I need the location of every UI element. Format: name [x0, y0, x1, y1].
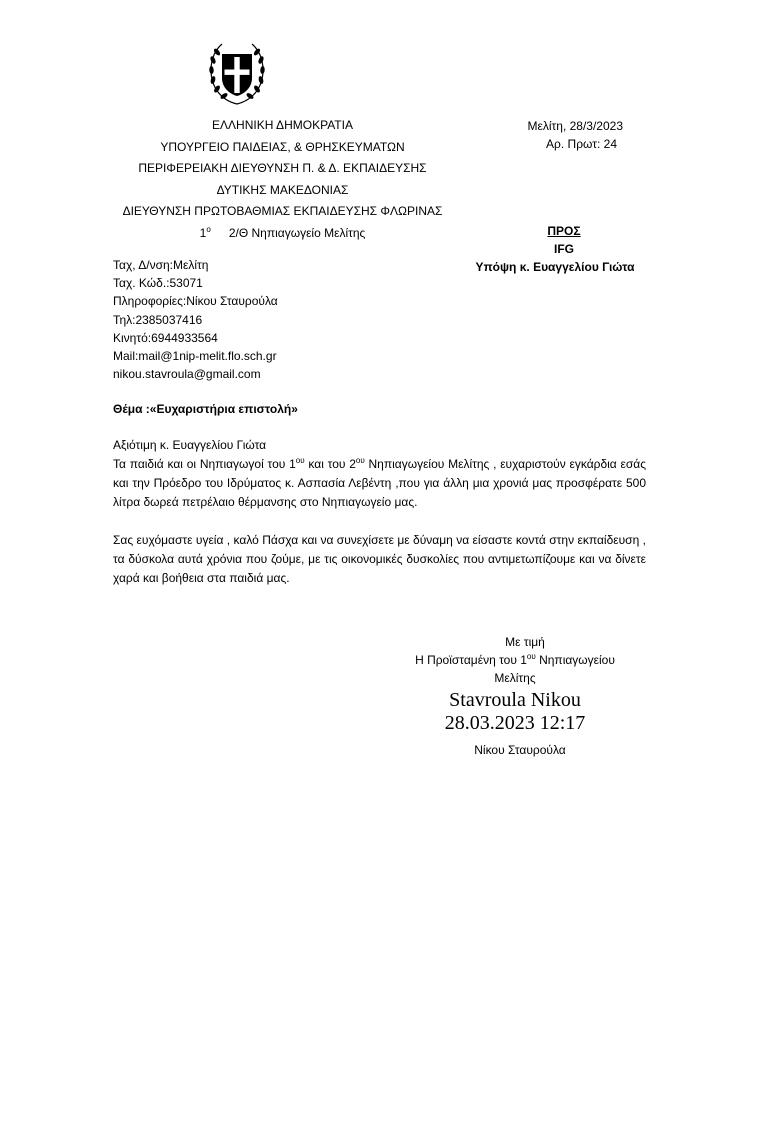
contact-mobile: Κινητό:6944933564	[113, 330, 218, 345]
protocol-number: Αρ. Πρωτ: 24	[546, 137, 617, 151]
letterhead-line: ΕΛΛΗΝΙΚΗ ΔΗΜΟΚΡΑΤΙΑ	[212, 118, 353, 132]
letterhead-line: ΥΠΟΥΡΓΕΙΟ ΠΑΙΔΕΙΑΣ, & ΘΡΗΣΚΕΥΜΑΤΩΝ	[160, 139, 405, 154]
letter-body	[113, 436, 646, 588]
contact-block	[113, 256, 278, 383]
body-paragraph-2: Σας ευχόμαστε υγεία , καλό Πάσχα και να συνεχίσετε με δύναμη να είσαστε κοντά στην εκπαίδευση , τα δύσκολα αυτά χρόνια που ζούμε, με τις οικονομικές δυσκολίες που αντιμετωπίζουμε και να δίνετε χαρά και βοήθεια στα παιδιά μας.	[113, 533, 646, 585]
digital-signature-name: Stavroula Nikou	[449, 689, 581, 711]
contact-address: Ταχ, Δ/νση:Μελίτη	[113, 258, 209, 272]
contact-info: Πληροφορίες:Νίκου Σταυρούλα	[113, 294, 278, 309]
recipient-org: IFG	[554, 242, 574, 256]
subject-line: Θέμα :«Ευχαριστήρια επιστολή»	[113, 402, 298, 416]
signer-title: Η Προϊσταμένη του $1^{o\upsilon}$ Νηπιαγωγείου	[415, 652, 615, 667]
letterhead-line: ΔΥΤΙΚΗΣ ΜΑΚΕΔΟΝΙΑΣ	[216, 182, 349, 197]
closing: Με τιμή	[505, 635, 545, 649]
letterhead	[95, 115, 470, 244]
school-name: $1^o$ 2/Θ Νηπιαγωγείο Μελίτης	[199, 224, 366, 240]
recipient-attn: Υπόψη κ. Ευαγγελίου Γιώτα	[475, 260, 635, 274]
letterhead-line: ΠΕΡΙΦΕΡΕΙΑΚΗ ΔΙΕΥΘΥΝΣΗ Π. & Δ. ΕΚΠΑΙΔΕΥΣΗΣ	[138, 161, 427, 175]
contact-mail: Mail:mail@1nip-melit.flo.sch.gr	[113, 349, 277, 364]
signature-block	[395, 633, 635, 759]
recipient-label: ΠΡΟΣ	[547, 224, 581, 238]
digital-signature-date: 28.03.2023 12:17	[444, 712, 586, 734]
signer-name: Νίκου Σταυρούλα	[474, 743, 566, 757]
salutation: Αξιότιμη κ. Ευαγγελίου Γιώτα	[113, 438, 267, 452]
signer-place: Μελίτης	[494, 671, 536, 685]
contact-email: nikou.stavroula@gmail.com	[113, 367, 261, 382]
greek-coat-of-arms-icon	[206, 40, 268, 108]
letter-date: Μελίτη, 28/3/2023	[527, 119, 623, 133]
contact-postcode: Ταχ. Κώδ.:53071	[113, 276, 203, 291]
body-paragraph-1: Τα παιδιά και οι Νηπιαγωγοί του $1^{o\upsilon}$ και του $2^{o\upsilon}$ Νηπιαγωγείου Μελίτης , ευχαριστούν εγκάρδια εσάς και την Πρόεδρο του Ιδρύματος κ. Ασπασία Λεβέντη ,που για άλλη μια χρονιά μας προσφέρατε 500 λίτρα δωρεά πετρέλαιο θέρμανσης στο Νηπιαγωγείο μας.	[113, 456, 646, 509]
recipient-block	[445, 222, 665, 276]
letterhead-line: ΔΙΕΥΘΥΝΣΗ ΠΡΩΤΟΒΑΘΜΙΑΣ ΕΚΠΑΙΔΕΥΣΗΣ ΦΛΩΡΙΝΑΣ	[122, 204, 443, 218]
contact-phone: Τηλ:2385037416	[113, 312, 203, 327]
date-block	[490, 117, 645, 153]
